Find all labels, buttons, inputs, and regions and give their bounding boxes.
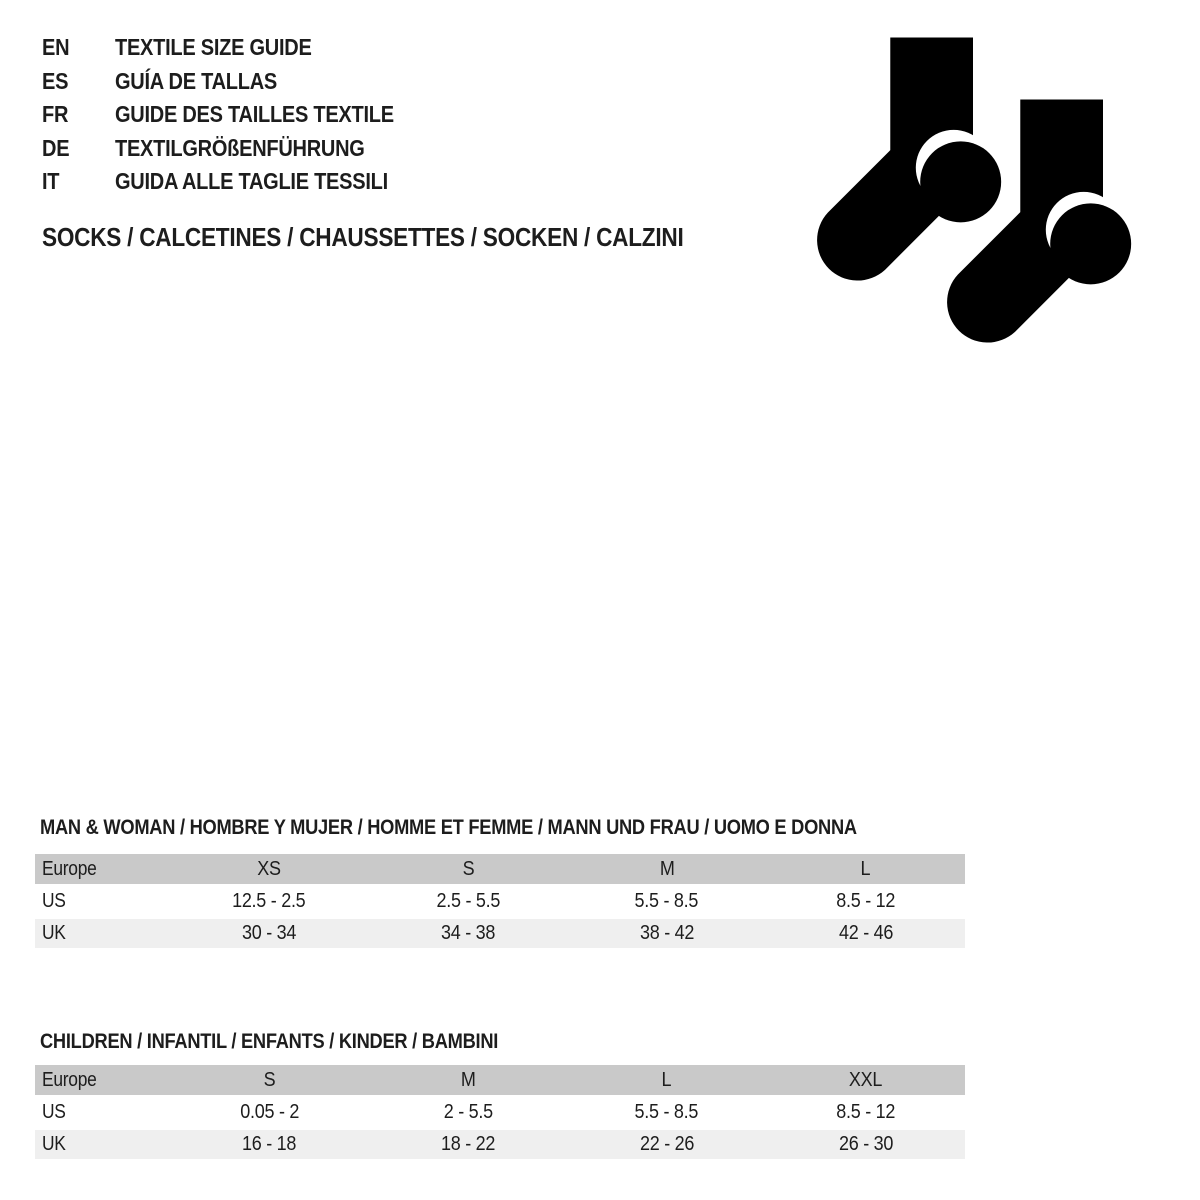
row-label-uk: UK (42, 1133, 66, 1155)
col-header-m: M (460, 1068, 476, 1091)
cell-value: 8.5 - 12 (836, 1101, 896, 1123)
cell-value: 22 - 26 (639, 1133, 694, 1155)
cell-value: 30 - 34 (242, 922, 297, 944)
lang-row-es (42, 65, 436, 99)
cell-value: 38 - 42 (639, 922, 694, 944)
cell-value: 8.5 - 12 (836, 890, 896, 912)
lang-title-it: GUIDA ALLE TAGLIE TESSILI (115, 168, 388, 195)
lang-row-de (42, 132, 436, 166)
col-header-l: L (860, 857, 871, 880)
lang-title-en: TEXTILE SIZE GUIDE (115, 34, 312, 61)
cell-value: 16 - 18 (242, 1133, 297, 1155)
cell-value: 12.5 - 2.5 (232, 890, 306, 912)
lang-code-en: EN (42, 34, 70, 61)
lang-code-it: IT (42, 168, 60, 195)
sock-left (817, 38, 1001, 281)
size-table-children (35, 1065, 965, 1159)
table-row-us (35, 1098, 965, 1127)
language-header (42, 31, 436, 199)
col-header-europe: Europe (42, 1068, 97, 1091)
lang-code-es: ES (42, 67, 69, 94)
col-header-europe: Europe (42, 857, 97, 880)
cell-value: 0.05 - 2 (239, 1101, 299, 1123)
table-row-uk (35, 1130, 965, 1159)
cell-value: 34 - 38 (440, 922, 496, 944)
cell-value: 2.5 - 5.5 (436, 890, 500, 912)
sock-right (947, 100, 1131, 343)
table-row-uk (35, 919, 965, 948)
col-header-xs: XS (257, 857, 281, 880)
row-label-uk: UK (42, 922, 66, 944)
lang-code-de: DE (42, 134, 70, 161)
row-label-us: US (42, 1101, 66, 1123)
col-header-l: L (661, 1068, 672, 1091)
table-row-us (35, 887, 965, 916)
lang-title-de: TEXTILGRÖßENFÜHRUNG (115, 134, 365, 161)
cell-value: 5.5 - 8.5 (635, 890, 699, 912)
lang-row-it (42, 165, 436, 199)
lang-title-es: GUÍA DE TALLAS (115, 67, 277, 94)
lang-row-fr (42, 98, 436, 132)
product-category-line: SOCKS / CALCETINES / CHAUSSETTES / SOCKEN / CALZINI (42, 222, 684, 252)
table-title-man-woman: MAN & WOMAN / HOMBRE Y MUJER / HOMME ET FEMME / MANN UND FRAU / UOMO E DONNA (40, 816, 857, 839)
lang-code-fr: FR (42, 101, 69, 128)
row-label-us: US (42, 890, 66, 912)
col-header-xxl: XXL (849, 1068, 883, 1091)
cell-value: 5.5 - 8.5 (635, 1101, 699, 1123)
col-header-s: S (462, 857, 474, 880)
size-table-man-woman (35, 854, 965, 948)
col-header-m: M (659, 857, 675, 880)
col-header-s: S (263, 1068, 276, 1091)
cell-value: 26 - 30 (838, 1133, 893, 1155)
table-header-row (35, 854, 965, 884)
socks-icon (810, 30, 1150, 360)
lang-row-en (42, 31, 436, 65)
table-header-row (35, 1065, 965, 1095)
lang-title-fr: GUIDE DES TAILLES TEXTILE (115, 101, 394, 128)
cell-value: 42 - 46 (838, 922, 893, 944)
table-title-children: CHILDREN / INFANTIL / ENFANTS / KINDER / BAMBINI (40, 1030, 499, 1053)
cell-value: 2 - 5.5 (443, 1101, 493, 1123)
cell-value: 18 - 22 (440, 1133, 496, 1155)
